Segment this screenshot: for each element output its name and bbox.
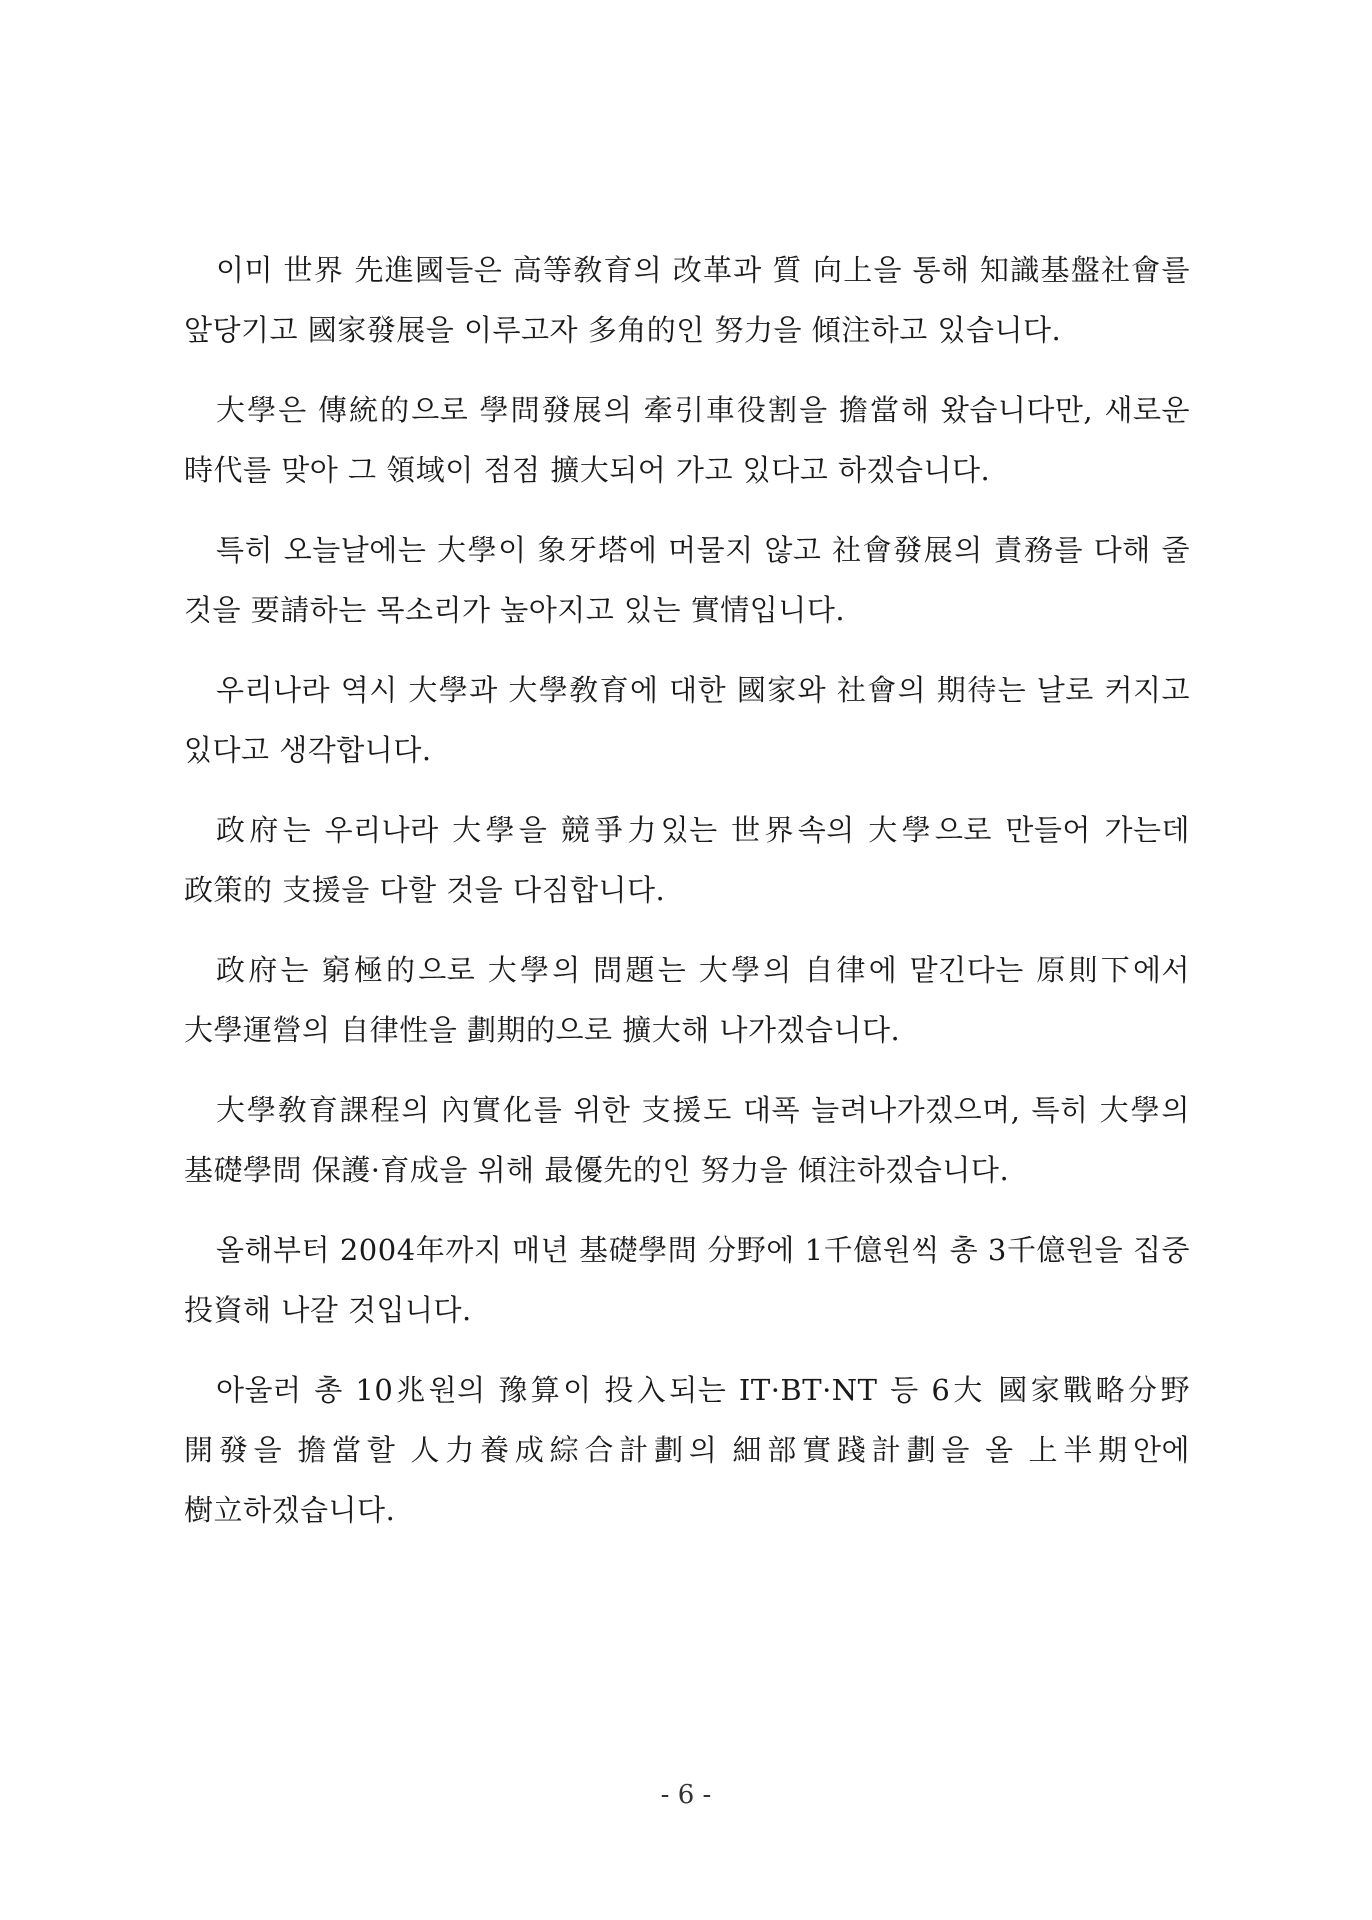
paragraph-3: 특히 오늘날에는 大學이 象牙塔에 머물지 않고 社會發展의 責務를 다해 줄 것을 要請하는 목소리가 높아지고 있는 實情입니다.	[184, 533, 1190, 627]
paragraph-1: 이미 世界 先進國들은 高等敎育의 改革과 質 向上을 통해 知識基盤社會를 앞당기고 國家發展을 이루고자 多角的인 努力을 傾注하고 있습니다.	[184, 253, 1190, 347]
document-body	[184, 240, 1190, 1560]
paragraph-2: 大學은 傳統的으로 學問發展의 牽引車役割을 擔當해 왔습니다만, 새로운 時代를 맞아 그 領域이 점점 擴大되어 가고 있다고 하겠습니다.	[184, 393, 1190, 487]
paragraph-4: 우리나라 역시 大學과 大學敎育에 대한 國家와 社會의 期待는 날로 커지고 있다고 생각합니다.	[184, 673, 1190, 767]
paragraph-7: 大學敎育課程의 內實化를 위한 支援도 대폭 늘려나가겠으며, 특히 大學의 基礎學問 保護·育成을 위해 最優先的인 努力을 傾注하겠습니다.	[184, 1093, 1190, 1187]
paragraph-8: 올해부터 2004年까지 매년 基礎學問 分野에 1千億원씩 총 3千億원을 집중 投資해 나갈 것입니다.	[184, 1233, 1190, 1327]
paragraph-9: 아울러 총 10兆원의 豫算이 投入되는 IT·BT·NT 등 6大 國家戰略分野 開發을 擔當할 人力養成綜合計劃의 細部實踐計劃을 올 上半期안에 樹立하겠습니다.	[184, 1373, 1190, 1527]
paragraph-6: 政府는 窮極的으로 大學의 問題는 大學의 自律에 맡긴다는 原則下에서 大學運營의 自律性을 劃期的으로 擴大해 나가겠습니다.	[184, 953, 1190, 1047]
paragraph-5: 政府는 우리나라 大學을 競爭力있는 世界속의 大學으로 만들어 가는데 政策的 支援을 다할 것을 다짐합니다.	[184, 813, 1190, 907]
page-number: - 6 -	[660, 1780, 712, 1810]
